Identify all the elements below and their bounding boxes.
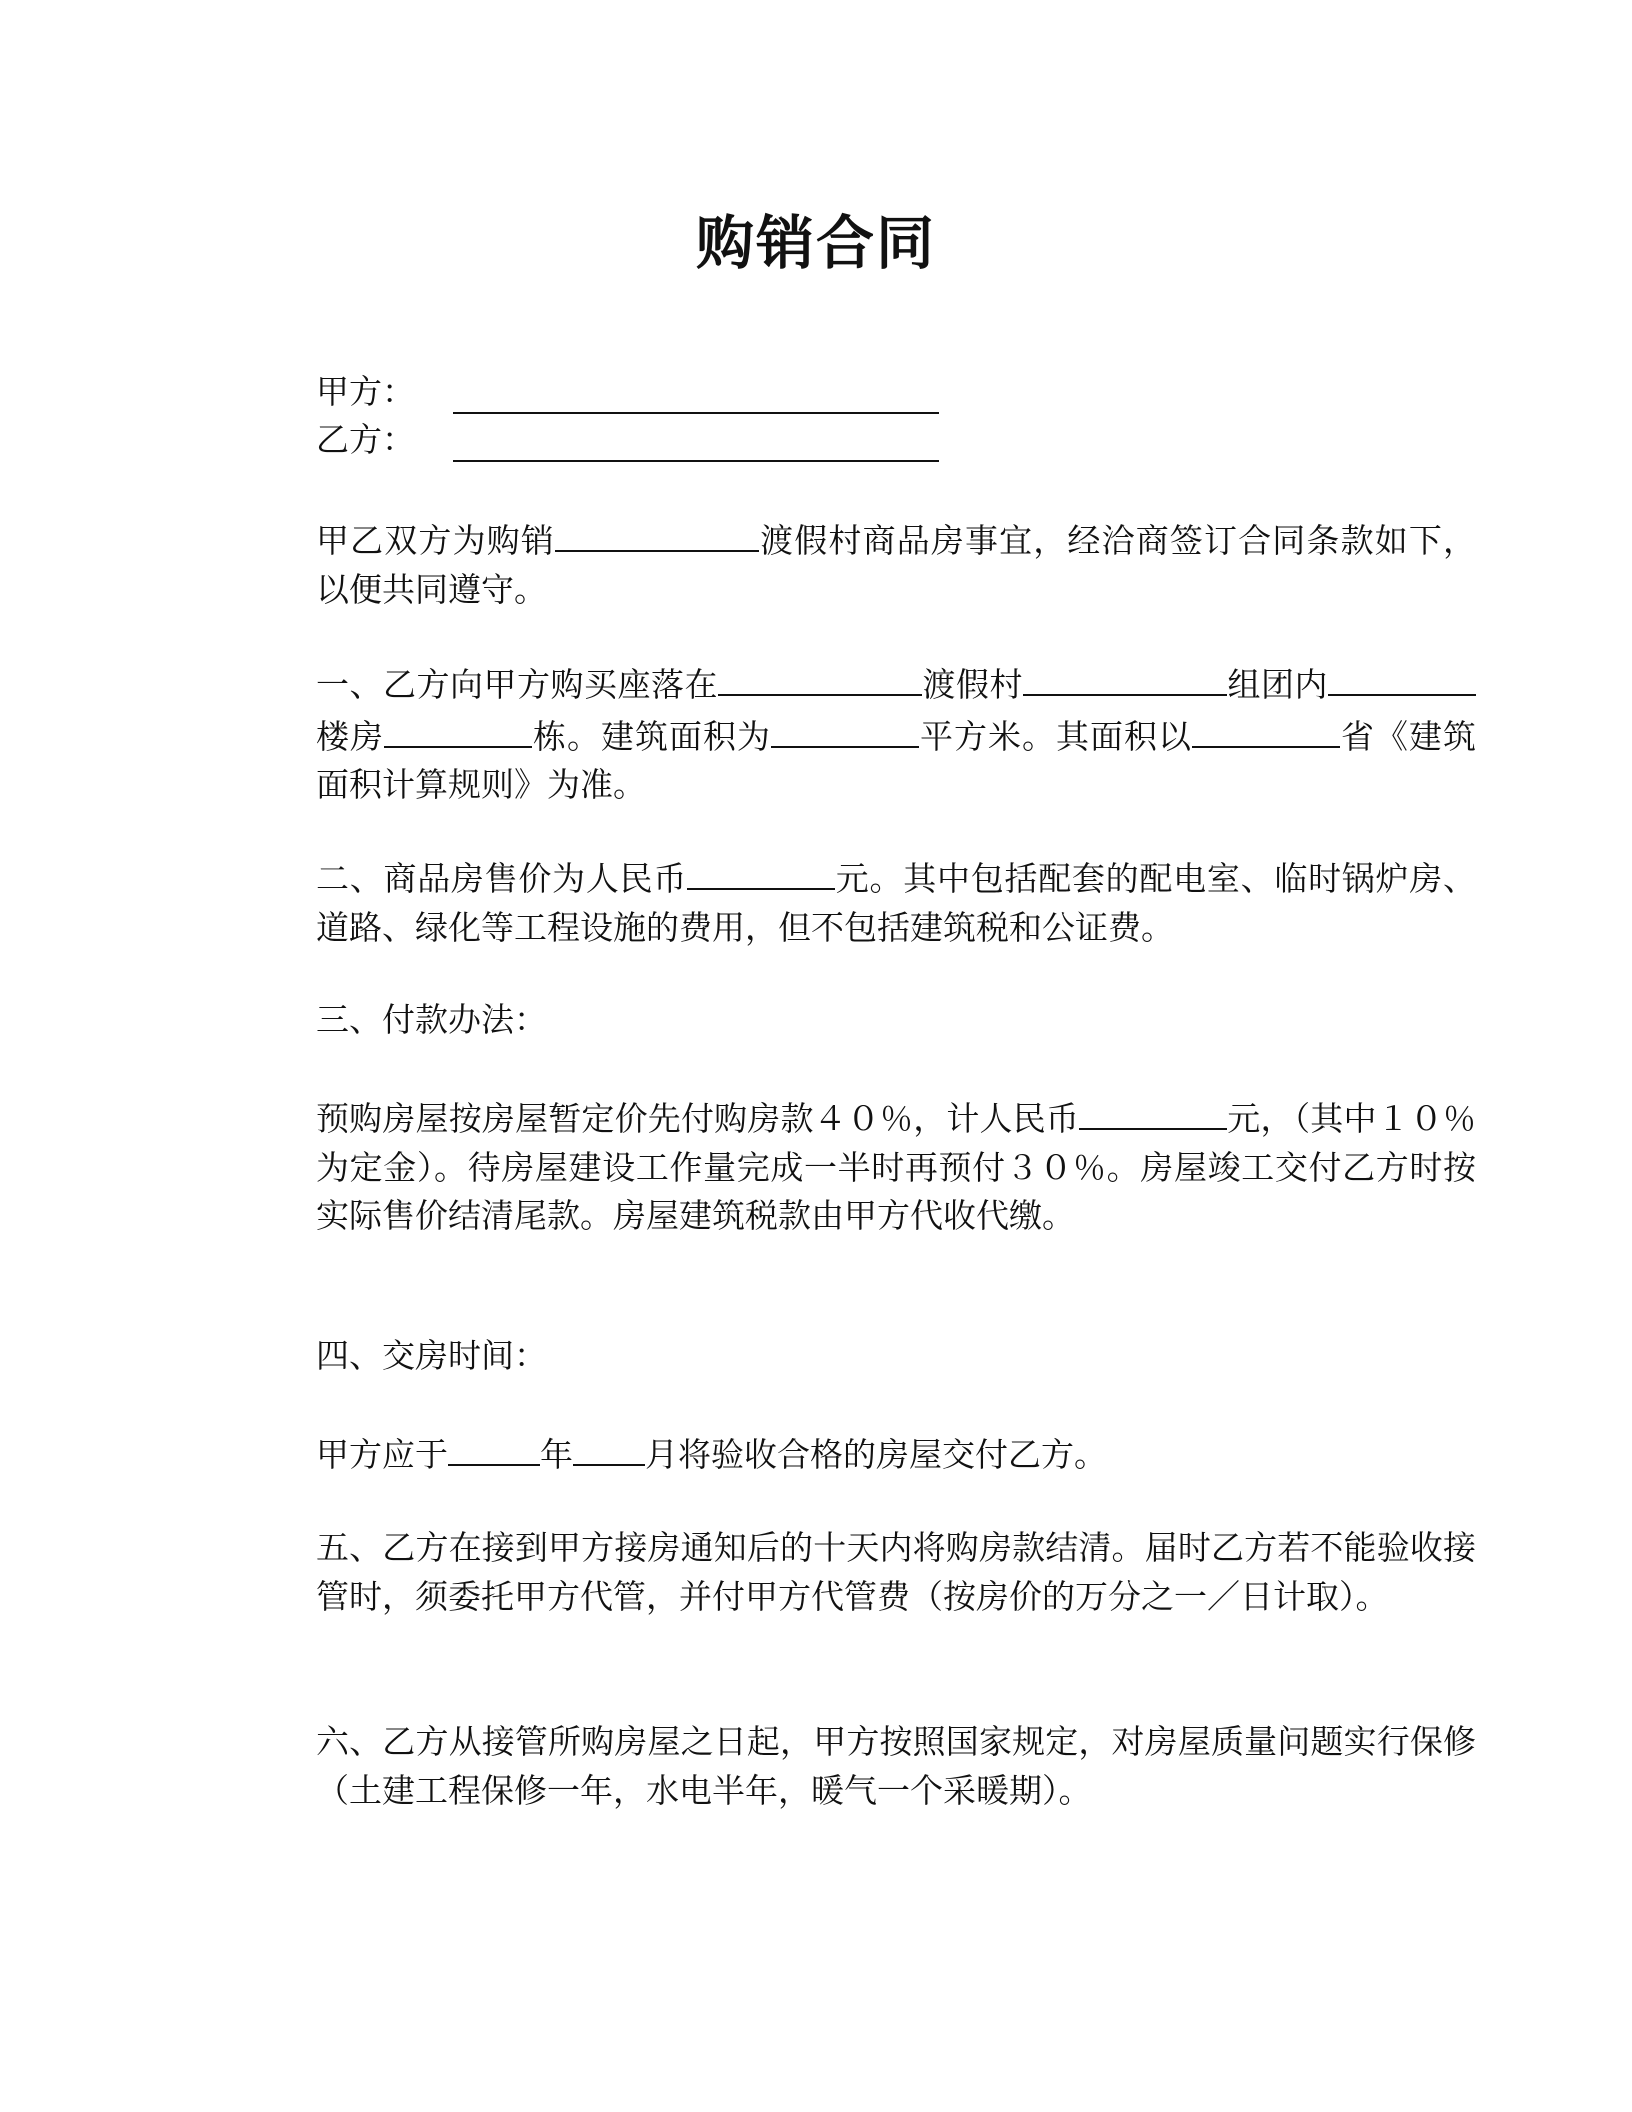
clause-2-text-2: 元。其中包括配套的配电室、临时锅炉房、道路、绿化等工程设施的费用，但不包括建筑税和公证费。 [316,859,1477,947]
document-title: 购销合同 [695,209,936,277]
clause-1-text-6: 平方米。其面积以 [919,716,1192,756]
delivery-text-3: 月将验收合格的房屋交付乙方。 [645,1435,1107,1474]
blank-building [1328,658,1476,696]
clause-2-text-1: 二、商品房售价为人民币 [316,859,688,898]
party-b-blank [453,422,939,462]
blank-group [1023,658,1227,696]
payment-text-1: 预购房屋按房屋暂定价先付购房款４０％，计人民币 [316,1099,1080,1138]
blank-price [687,852,835,890]
clause-1-text-5: 栋。建筑面积为 [532,716,771,756]
delivery-text-1: 甲方应于 [316,1435,448,1474]
clause-5: 五、乙方在接到甲方接房通知后的十天内将购房款结清。届时乙方若不能验收接管时，须委托甲方代管，并付甲方代管费（按房价的万分之一／日计取）。 [316,1528,1476,1616]
clause-1-text-4: 楼房 [316,716,384,756]
party-b-line [316,418,939,462]
blank-resort-name [555,514,759,552]
clause-4-heading: 四、交房时间： [316,1336,547,1375]
clause-2 [240,852,1476,952]
delivery-paragraph [240,1428,1476,1480]
intro-text-1: 甲乙双方为购销 [316,521,555,560]
clause-1-text-3: 组团内 [1227,665,1328,704]
blank-month [573,1428,645,1466]
party-a-line [316,370,939,414]
clause-1 [240,658,1476,810]
party-a-label: 甲方： [316,372,415,411]
clause-1-text-2: 渡假村 [922,665,1023,704]
clause-1-text-7: 省《建筑面积计算规则》为准。 [316,716,1476,804]
delivery-text-2: 年 [540,1435,573,1474]
party-b-label: 乙方： [316,420,415,459]
payment-paragraph [240,1092,1476,1241]
payment-text-2: 元，（其中１０％为定金）。待房屋建设工作量完成一半时再预付３０％。房屋竣工交付乙方时按实际售价结清尾款。房屋建筑税款由甲方代收代缴。 [316,1099,1477,1235]
intro-paragraph [240,514,1476,614]
blank-payment-amount [1079,1092,1227,1130]
clause-3-heading: 三、付款办法： [316,1000,547,1039]
clause-1-text-1: 一、乙方向甲方购买座落在 [316,665,718,704]
party-a-blank [453,374,939,414]
blank-province [1192,710,1340,748]
blank-area [771,710,919,748]
clause-6: 六、乙方从接管所购房屋之日起，甲方按照国家规定，对房屋质量问题实行保修（土建工程保修一年，水电半年，暖气一个采暖期）。 [316,1722,1476,1810]
blank-unit [384,710,532,748]
blank-year [448,1428,540,1466]
blank-location [718,658,922,696]
intro-text-2: 渡假村商品房事宜，经洽商签订合同条款如下，以便共同遵守。 [316,521,1476,609]
